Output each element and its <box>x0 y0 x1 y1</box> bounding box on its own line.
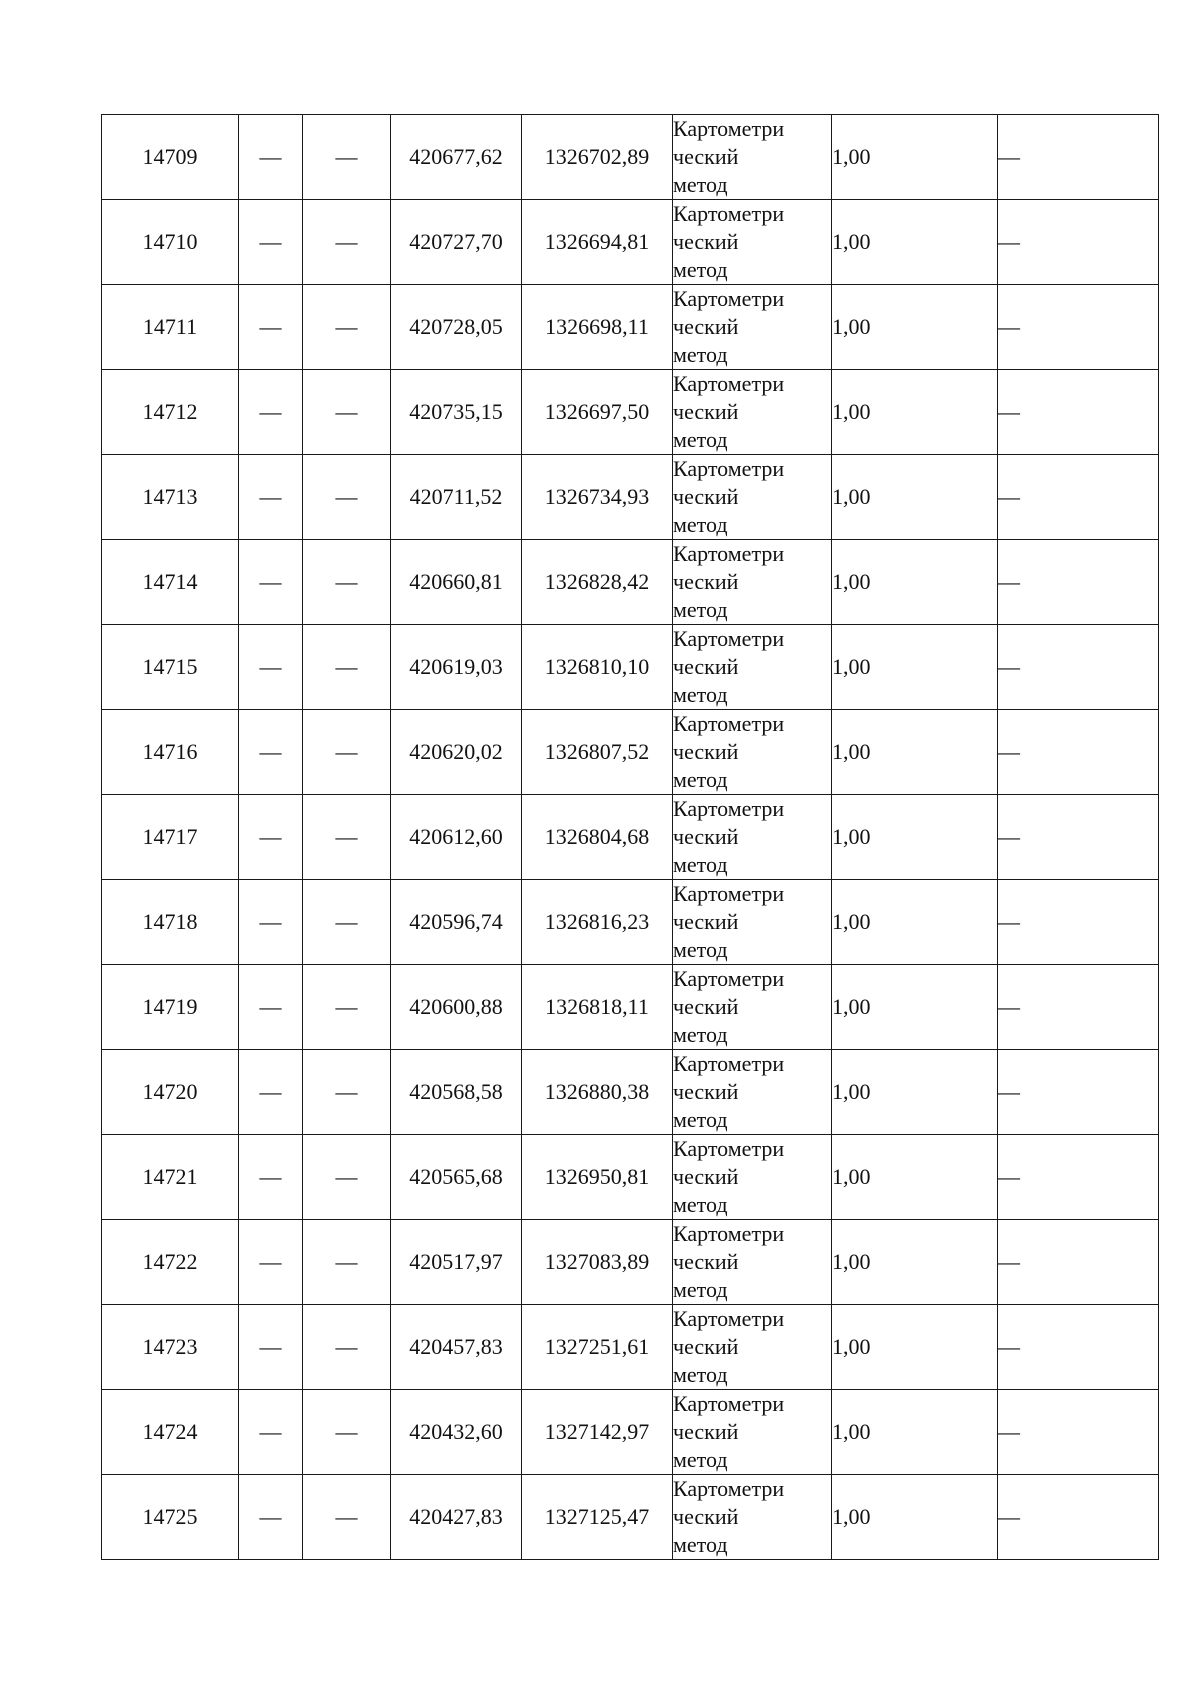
table-row <box>102 1050 1159 1135</box>
table-row <box>102 1305 1159 1390</box>
method-text-line: Картометри <box>673 966 785 991</box>
x-coordinate-cell: 420728,05 <box>391 285 522 370</box>
x-coordinate-cell: 420432,60 <box>391 1390 522 1475</box>
method-text-line: метод <box>673 1447 728 1472</box>
dash-cell: — <box>998 1475 1159 1560</box>
dash-cell: — <box>239 455 303 540</box>
dash-cell: — <box>998 710 1159 795</box>
method-text-line: ческий <box>673 1249 739 1274</box>
y-coordinate-cell: 1327083,89 <box>522 1220 673 1305</box>
method-cell <box>673 1135 832 1220</box>
method-text-line: ческий <box>673 314 739 339</box>
table-row <box>102 710 1159 795</box>
x-coordinate-cell: 420612,60 <box>391 795 522 880</box>
x-coordinate-cell: 420711,52 <box>391 455 522 540</box>
method-text-line: Картометри <box>673 1306 785 1331</box>
dash-cell: — <box>998 795 1159 880</box>
dash-cell: — <box>303 710 391 795</box>
accuracy-cell: 1,00 <box>832 1220 998 1305</box>
dash-cell: — <box>303 1050 391 1135</box>
dash-cell: — <box>303 455 391 540</box>
dash-cell: — <box>303 965 391 1050</box>
dash-cell: — <box>303 880 391 965</box>
method-cell <box>673 1390 832 1475</box>
method-cell <box>673 285 832 370</box>
point-number-cell: 14711 <box>102 285 239 370</box>
point-number-cell: 14719 <box>102 965 239 1050</box>
method-cell <box>673 455 832 540</box>
dash-cell: — <box>239 1475 303 1560</box>
method-cell <box>673 880 832 965</box>
dash-cell: — <box>998 200 1159 285</box>
table-row <box>102 1390 1159 1475</box>
point-number-cell: 14723 <box>102 1305 239 1390</box>
method-text-line: ческий <box>673 1419 739 1444</box>
method-text-line: метод <box>673 427 728 452</box>
point-number-cell: 14722 <box>102 1220 239 1305</box>
x-coordinate-cell: 420517,97 <box>391 1220 522 1305</box>
y-coordinate-cell: 1327251,61 <box>522 1305 673 1390</box>
method-text-line: ческий <box>673 994 739 1019</box>
method-text-line: ческий <box>673 144 739 169</box>
table-row <box>102 200 1159 285</box>
y-coordinate-cell: 1327125,47 <box>522 1475 673 1560</box>
method-text-line: ческий <box>673 484 739 509</box>
method-text-line: Картометри <box>673 711 785 736</box>
dash-cell: — <box>998 1050 1159 1135</box>
y-coordinate-cell: 1326694,81 <box>522 200 673 285</box>
method-text-line: Картометри <box>673 201 785 226</box>
method-text-line: Картометри <box>673 626 785 651</box>
accuracy-cell: 1,00 <box>832 1305 998 1390</box>
method-cell <box>673 1305 832 1390</box>
dash-cell: — <box>998 115 1159 200</box>
method-cell <box>673 115 832 200</box>
y-coordinate-cell: 1326702,89 <box>522 115 673 200</box>
method-text-line: ческий <box>673 1334 739 1359</box>
dash-cell: — <box>998 625 1159 710</box>
method-text-line: ческий <box>673 1164 739 1189</box>
method-text-line: Картометри <box>673 541 785 566</box>
accuracy-cell: 1,00 <box>832 200 998 285</box>
table-row <box>102 1475 1159 1560</box>
method-cell <box>673 1050 832 1135</box>
table-row <box>102 455 1159 540</box>
dash-cell: — <box>239 115 303 200</box>
x-coordinate-cell: 420457,83 <box>391 1305 522 1390</box>
y-coordinate-cell: 1326828,42 <box>522 540 673 625</box>
dash-cell: — <box>239 1305 303 1390</box>
method-text-line: ческий <box>673 654 739 679</box>
dash-cell: — <box>239 1220 303 1305</box>
method-text-line: метод <box>673 172 728 197</box>
accuracy-cell: 1,00 <box>832 710 998 795</box>
method-text-line: Картометри <box>673 796 785 821</box>
x-coordinate-cell: 420565,68 <box>391 1135 522 1220</box>
point-number-cell: 14715 <box>102 625 239 710</box>
method-text-line: метод <box>673 342 728 367</box>
method-cell <box>673 370 832 455</box>
dash-cell: — <box>303 115 391 200</box>
accuracy-cell: 1,00 <box>832 795 998 880</box>
point-number-cell: 14721 <box>102 1135 239 1220</box>
dash-cell: — <box>303 795 391 880</box>
point-number-cell: 14720 <box>102 1050 239 1135</box>
table-row <box>102 625 1159 710</box>
method-cell <box>673 200 832 285</box>
table-row <box>102 1220 1159 1305</box>
dash-cell: — <box>998 1135 1159 1220</box>
point-number-cell: 14712 <box>102 370 239 455</box>
dash-cell: — <box>303 1475 391 1560</box>
x-coordinate-cell: 420568,58 <box>391 1050 522 1135</box>
dash-cell: — <box>303 285 391 370</box>
dash-cell: — <box>239 540 303 625</box>
dash-cell: — <box>998 370 1159 455</box>
method-text-line: ческий <box>673 1079 739 1104</box>
method-cell <box>673 710 832 795</box>
table-row <box>102 795 1159 880</box>
accuracy-cell: 1,00 <box>832 880 998 965</box>
dash-cell: — <box>998 285 1159 370</box>
method-text-line: метод <box>673 1277 728 1302</box>
table-row <box>102 115 1159 200</box>
point-number-cell: 14717 <box>102 795 239 880</box>
dash-cell: — <box>303 1390 391 1475</box>
y-coordinate-cell: 1326807,52 <box>522 710 673 795</box>
method-text-line: метод <box>673 767 728 792</box>
method-cell <box>673 625 832 710</box>
method-text-line: Картометри <box>673 1136 785 1161</box>
x-coordinate-cell: 420660,81 <box>391 540 522 625</box>
dash-cell: — <box>998 965 1159 1050</box>
dash-cell: — <box>239 1390 303 1475</box>
x-coordinate-cell: 420727,70 <box>391 200 522 285</box>
dash-cell: — <box>998 540 1159 625</box>
dash-cell: — <box>303 370 391 455</box>
method-text-line: Картометри <box>673 371 785 396</box>
table-row <box>102 965 1159 1050</box>
dash-cell: — <box>239 880 303 965</box>
accuracy-cell: 1,00 <box>832 1390 998 1475</box>
method-text-line: Картометри <box>673 286 785 311</box>
method-text-line: ческий <box>673 1504 739 1529</box>
point-number-cell: 14714 <box>102 540 239 625</box>
method-text-line: метод <box>673 1107 728 1132</box>
accuracy-cell: 1,00 <box>832 370 998 455</box>
x-coordinate-cell: 420427,83 <box>391 1475 522 1560</box>
method-text-line: ческий <box>673 569 739 594</box>
table-row <box>102 370 1159 455</box>
method-text-line: метод <box>673 852 728 877</box>
method-text-line: ческий <box>673 229 739 254</box>
y-coordinate-cell: 1326818,11 <box>522 965 673 1050</box>
method-text-line: Картометри <box>673 1051 785 1076</box>
y-coordinate-cell: 1326816,23 <box>522 880 673 965</box>
coordinates-table <box>101 114 1159 1560</box>
method-text-line: метод <box>673 512 728 537</box>
dash-cell: — <box>239 200 303 285</box>
method-cell <box>673 965 832 1050</box>
method-text-line: метод <box>673 597 728 622</box>
point-number-cell: 14724 <box>102 1390 239 1475</box>
method-text-line: метод <box>673 1022 728 1047</box>
method-text-line: ческий <box>673 909 739 934</box>
y-coordinate-cell: 1326804,68 <box>522 795 673 880</box>
y-coordinate-cell: 1326950,81 <box>522 1135 673 1220</box>
x-coordinate-cell: 420620,02 <box>391 710 522 795</box>
dash-cell: — <box>998 1220 1159 1305</box>
y-coordinate-cell: 1327142,97 <box>522 1390 673 1475</box>
dash-cell: — <box>998 1390 1159 1475</box>
accuracy-cell: 1,00 <box>832 455 998 540</box>
accuracy-cell: 1,00 <box>832 965 998 1050</box>
accuracy-cell: 1,00 <box>832 285 998 370</box>
point-number-cell: 14713 <box>102 455 239 540</box>
table-row <box>102 540 1159 625</box>
y-coordinate-cell: 1326734,93 <box>522 455 673 540</box>
dash-cell: — <box>303 625 391 710</box>
dash-cell: — <box>239 795 303 880</box>
table-body <box>102 115 1159 1560</box>
point-number-cell: 14716 <box>102 710 239 795</box>
method-text-line: ческий <box>673 824 739 849</box>
accuracy-cell: 1,00 <box>832 1050 998 1135</box>
method-text-line: Картометри <box>673 116 785 141</box>
point-number-cell: 14709 <box>102 115 239 200</box>
method-text-line: метод <box>673 682 728 707</box>
x-coordinate-cell: 420677,62 <box>391 115 522 200</box>
table-row <box>102 1135 1159 1220</box>
accuracy-cell: 1,00 <box>832 1475 998 1560</box>
accuracy-cell: 1,00 <box>832 540 998 625</box>
dash-cell: — <box>303 540 391 625</box>
accuracy-cell: 1,00 <box>832 1135 998 1220</box>
y-coordinate-cell: 1326697,50 <box>522 370 673 455</box>
x-coordinate-cell: 420735,15 <box>391 370 522 455</box>
dash-cell: — <box>239 1050 303 1135</box>
method-text-line: Картометри <box>673 456 785 481</box>
dash-cell: — <box>303 1220 391 1305</box>
dash-cell: — <box>303 1135 391 1220</box>
dash-cell: — <box>239 710 303 795</box>
method-text-line: ческий <box>673 399 739 424</box>
point-number-cell: 14710 <box>102 200 239 285</box>
method-cell <box>673 795 832 880</box>
dash-cell: — <box>239 1135 303 1220</box>
table-row <box>102 285 1159 370</box>
dash-cell: — <box>998 455 1159 540</box>
method-text-line: метод <box>673 1192 728 1217</box>
dash-cell: — <box>239 965 303 1050</box>
x-coordinate-cell: 420619,03 <box>391 625 522 710</box>
table-row <box>102 880 1159 965</box>
method-text-line: метод <box>673 1362 728 1387</box>
method-cell <box>673 1220 832 1305</box>
y-coordinate-cell: 1326810,10 <box>522 625 673 710</box>
dash-cell: — <box>998 880 1159 965</box>
method-text-line: Картометри <box>673 1391 785 1416</box>
method-text-line: ческий <box>673 739 739 764</box>
method-text-line: Картометри <box>673 881 785 906</box>
accuracy-cell: 1,00 <box>832 115 998 200</box>
dash-cell: — <box>303 1305 391 1390</box>
point-number-cell: 14725 <box>102 1475 239 1560</box>
dash-cell: — <box>998 1305 1159 1390</box>
point-number-cell: 14718 <box>102 880 239 965</box>
x-coordinate-cell: 420596,74 <box>391 880 522 965</box>
x-coordinate-cell: 420600,88 <box>391 965 522 1050</box>
method-cell <box>673 1475 832 1560</box>
dash-cell: — <box>239 625 303 710</box>
y-coordinate-cell: 1326698,11 <box>522 285 673 370</box>
method-text-line: метод <box>673 1532 728 1557</box>
dash-cell: — <box>239 285 303 370</box>
dash-cell: — <box>239 370 303 455</box>
dash-cell: — <box>303 200 391 285</box>
method-text-line: Картометри <box>673 1221 785 1246</box>
method-text-line: Картометри <box>673 1476 785 1501</box>
method-text-line: метод <box>673 257 728 282</box>
method-cell <box>673 540 832 625</box>
method-text-line: метод <box>673 937 728 962</box>
y-coordinate-cell: 1326880,38 <box>522 1050 673 1135</box>
accuracy-cell: 1,00 <box>832 625 998 710</box>
